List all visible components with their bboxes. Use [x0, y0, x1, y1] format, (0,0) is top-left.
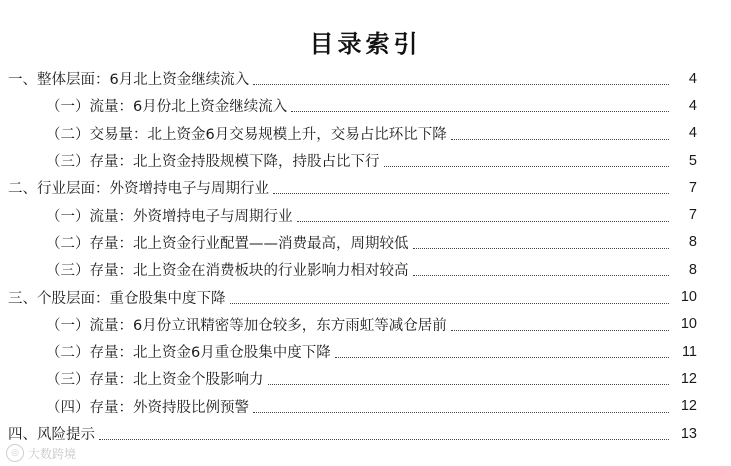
toc-entry[interactable]: [0, 120, 731, 147]
toc-entry[interactable]: [0, 393, 731, 420]
toc-entry-label: （三）存量：北上资金个股影响力: [46, 372, 264, 389]
toc-page-number: 11: [681, 343, 697, 360]
toc-entry[interactable]: [0, 256, 731, 283]
toc-page-number: 4: [688, 125, 697, 142]
table-of-contents: [0, 65, 731, 447]
toc-page-number: 7: [688, 179, 697, 196]
toc-entry[interactable]: [0, 174, 731, 201]
toc-entry-label: （三）存量：北上资金在消费板块的行业影响力相对较高: [46, 263, 409, 280]
toc-entry[interactable]: [0, 229, 731, 256]
toc-entry[interactable]: [0, 147, 731, 174]
toc-page-number: 12: [680, 370, 697, 387]
dot-leader: [451, 330, 669, 331]
toc-entry-label: （四）存量：外资持股比例预警: [46, 399, 249, 416]
toc-entry-label: （三）存量：北上资金持股规模下降，持股占比下行: [46, 154, 380, 171]
dot-leader: [384, 166, 670, 167]
watermark-text: 大数跨境: [28, 446, 77, 461]
toc-page-number: 4: [688, 97, 697, 114]
toc-page-number: 10: [680, 316, 697, 333]
toc-entry[interactable]: [0, 420, 731, 447]
toc-page-number: 7: [688, 207, 697, 224]
toc-page-number: 10: [680, 289, 697, 306]
toc-entry-label: （一）流量：6月份立讯精密等加仓较多，东方雨虹等减仓居前: [46, 317, 447, 334]
dot-leader: [268, 384, 670, 385]
toc-entry-label: 三、个股层面：重仓股集中度下降: [8, 290, 226, 307]
toc-entry-label: （一）流量：外资增持电子与周期行业: [46, 208, 293, 225]
toc-entry-label: 四、风险提示: [8, 427, 95, 443]
dot-leader: [273, 193, 669, 194]
toc-page-number: 12: [680, 398, 697, 415]
toc-entry[interactable]: [0, 365, 731, 392]
dot-leader: [451, 139, 669, 140]
watermark: [6, 444, 76, 462]
toc-entry-label: 一、整体层面：6月北上资金继续流入: [8, 72, 250, 89]
toc-page-number: 4: [688, 70, 697, 87]
dot-leader: [413, 248, 670, 249]
toc-page-number: 8: [688, 234, 697, 251]
dot-leader: [291, 111, 669, 112]
dot-leader: [297, 221, 670, 222]
toc-entry[interactable]: [0, 65, 731, 92]
dot-leader: [413, 275, 670, 276]
toc-entry[interactable]: [0, 283, 731, 310]
dot-leader: [253, 412, 669, 413]
dot-leader: [230, 303, 670, 304]
dot-leader: [99, 439, 669, 440]
toc-entry-label: （二）存量：北上资金行业配置——消费最高，周期较低: [46, 235, 409, 252]
toc-page-number: 5: [688, 152, 697, 169]
toc-entry-label: （二）交易量：北上资金6月交易规模上升，交易占比环比下降: [46, 126, 447, 143]
toc-entry[interactable]: [0, 311, 731, 338]
toc-page-number: 13: [680, 425, 697, 442]
toc-entry-label: 二、行业层面：外资增持电子与周期行业: [8, 181, 269, 198]
toc-page-number: 8: [688, 261, 697, 278]
toc-entry[interactable]: [0, 201, 731, 228]
toc-entry-label: （一）流量：6月份北上资金继续流入: [46, 99, 288, 116]
toc-entry[interactable]: [0, 92, 731, 119]
dot-leader: [335, 357, 669, 358]
dot-leader: [253, 84, 669, 85]
page-title: 目录索引: [309, 29, 422, 58]
toc-entry-label: （二）存量：北上资金6月重仓股集中度下降: [46, 345, 331, 362]
circle-logo-icon: ◎: [6, 444, 24, 462]
toc-entry[interactable]: [0, 338, 731, 365]
